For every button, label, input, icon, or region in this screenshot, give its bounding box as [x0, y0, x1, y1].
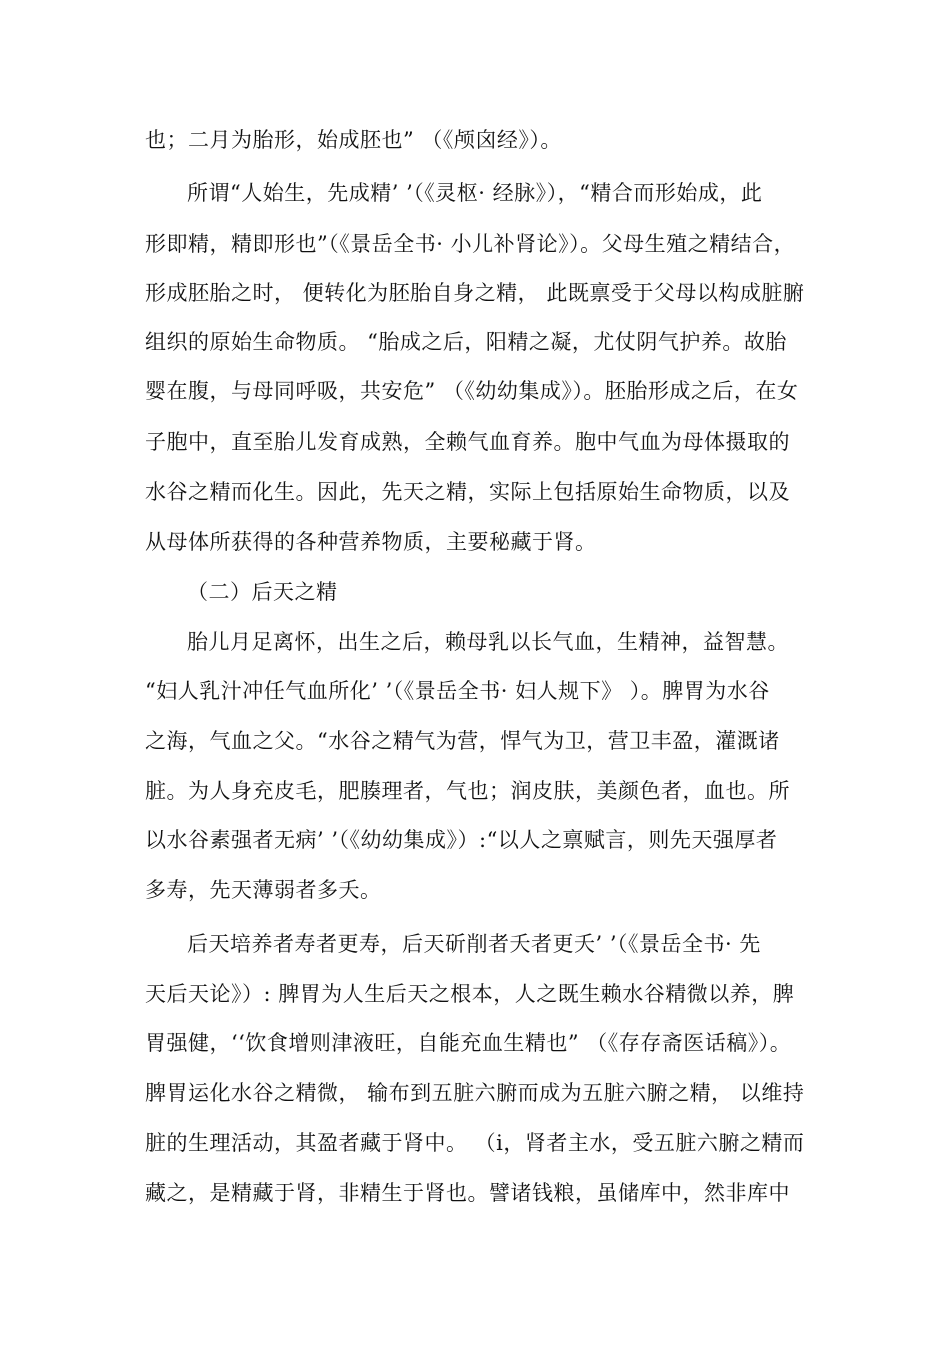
text-line: 也；二月为胎形，始成胚也” （《颅囟经》）。	[145, 128, 562, 152]
text-line: 组织的原始生命物质。 “胎成之后，阳精之凝，尤仗阴气护养。故胎	[145, 330, 787, 354]
section-heading: （二）后天之精	[187, 580, 338, 604]
text-line: 子胞中，直至胎儿发育成熟，全赖气血育养。胞中气血为母体摄取的	[145, 430, 790, 454]
text-line: 水谷之精而化生。因此，先天之精，实际上包括原始生命物质，以及	[145, 480, 790, 504]
text-line: 从母体所获得的各种营养物质，主要秘藏于肾。	[145, 530, 597, 554]
text-line: 形成胚胎之时， 便转化为胚胎自身之精， 此既禀受于父母以构成脏腑	[145, 281, 805, 305]
text-line: “妇人乳汁冲任气血所化’ ’（《景岳全书· 妇人规下》 ）。脾胃为水谷	[145, 679, 770, 703]
text-line: 婴在腹，与母同呼吸，共安危” （《幼幼集成》）。胚胎形成之后，在女	[145, 379, 799, 403]
text-line: 以水谷素强者无病’ ’（《幼幼集成》）:“以人之禀赋言，则先天强厚者	[145, 828, 778, 852]
text-line: 形即精，精即形也”（《景岳全书· 小儿补肾论》）。父母生殖之精结合，	[145, 232, 796, 256]
text-line: 脏的生理活动，其盈者藏于肾中。 （i，肾者主水，受五脏六腑之精而	[145, 1131, 805, 1155]
text-line: 脾胃运化水谷之精微， 输布到五脏六腑而成为五脏六腑之精， 以维持	[145, 1081, 805, 1105]
text-line: 胎儿月足离怀，出生之后，赖母乳以长气血，生精神，益智慧。	[187, 630, 789, 654]
text-line: 所谓“人始生，先成精’ ’（《灵枢· 经脉》），“精合而形始成，此	[187, 181, 763, 205]
text-line: 后天培养者寿者更寿，后天斫削者夭者更夭’ ’（《景岳全书· 先	[187, 932, 761, 956]
text-line: 藏之，是精藏于肾，非精生于肾也。譬诸钱粮，虽储库中，然非库中	[145, 1181, 790, 1205]
text-line: 天后天论》）: 脾胃为人生后天之根本，人之既生赖水谷精微以养，脾	[145, 982, 795, 1006]
text-line: 之海，气血之父。“水谷之精气为营，悍气为卫，营卫丰盈，灌溉诸	[145, 729, 780, 753]
text-line: 脏。为人身充皮毛，肥腠理者，气也；润皮肤，美颜色者，血也。所	[145, 779, 790, 803]
text-line: 多寿，先天薄弱者多夭。	[145, 878, 382, 902]
text-line: 胃强健，‘‘饮食增则津液旺，自能充血生精也” （《存存斋医话稿》）。	[145, 1031, 792, 1055]
